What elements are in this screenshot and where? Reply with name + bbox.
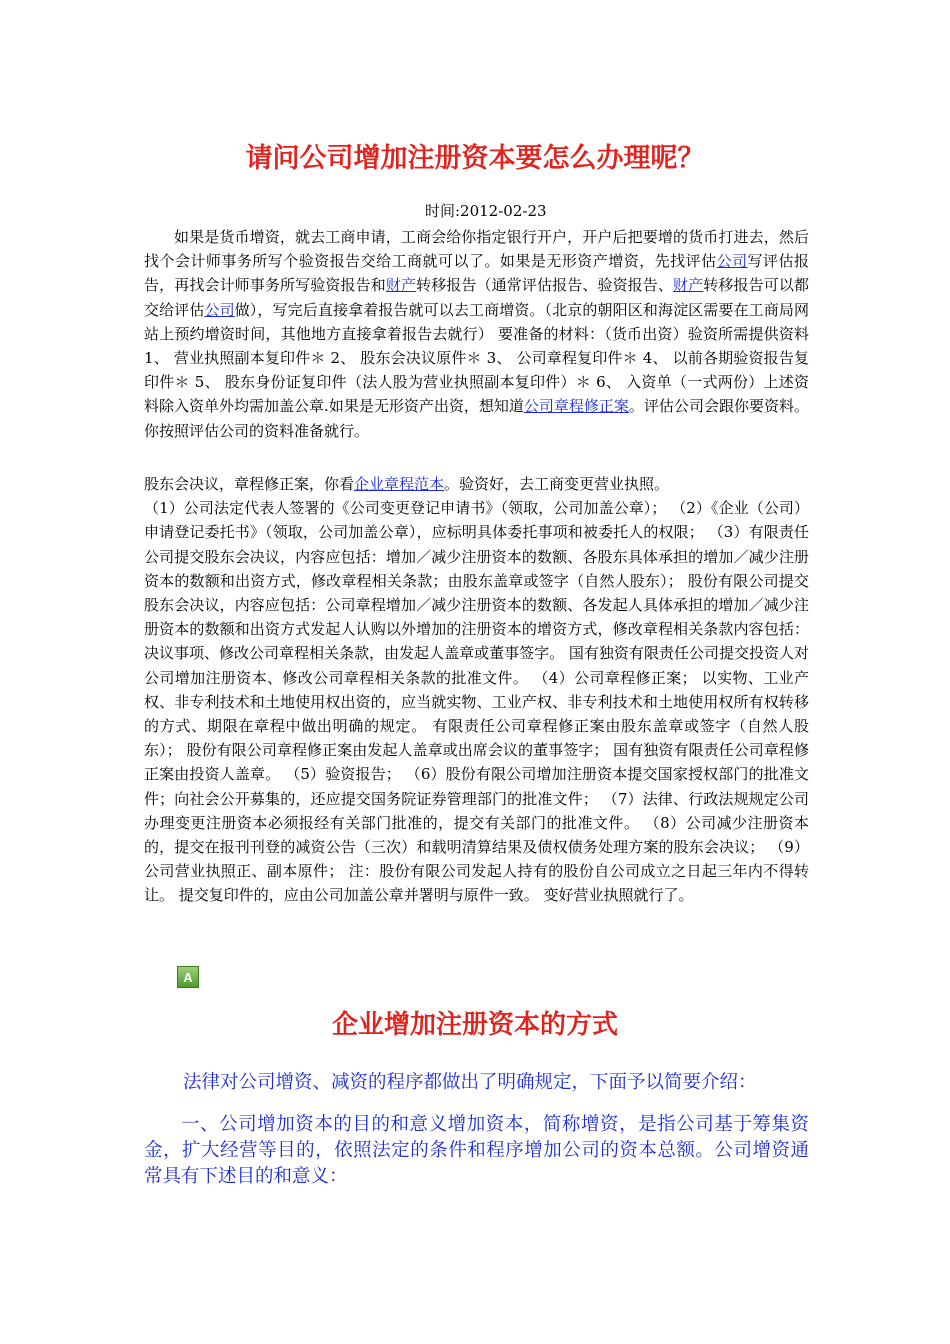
link-company-2[interactable]: 公司	[204, 300, 235, 319]
text-span: 写评估报告，再找会计师事务所写验资报告和	[144, 252, 809, 295]
paragraph-1	[144, 225, 809, 443]
link-articles-amendment[interactable]: 公司章程修正案	[523, 397, 629, 416]
text-a-icon[interactable]: A	[177, 966, 199, 988]
text-span: 转移报告可以都交给评估	[144, 276, 809, 319]
link-property-2[interactable]: 财产	[673, 276, 704, 295]
text-span: 转移报告（通常评估报告、验资报告、	[416, 276, 674, 295]
article-date: 时间:2012-02-23	[425, 202, 547, 220]
link-property[interactable]: 财产	[385, 276, 417, 295]
section-intro: 法律对公司增资、减资的程序都做出了明确规定，下面予以简要介绍：	[183, 1072, 757, 1093]
article-body-materials	[144, 472, 809, 908]
paragraph-2	[144, 472, 809, 496]
link-company[interactable]: 公司	[716, 252, 748, 271]
paragraph-3: （1）公司法定代表人签署的《公司变更登记申请书》（领取，公司加盖公章）； （2）《企业（公司）申请登记委托书》（领取，公司加盖公章），应标明具体委托事项和被委托人的权限； （3）有限责任公司提交股东会决议，内容应包括：增加／减少注册资本的数额、各股东具体承担的增加／减少注册资本的数额和出资方式，修改章程相关条款；由股东盖章或签字（自然人股东）； 股份有限公司提交股东会决议，内容应包括：公司章程增加／减少注册资本的数额、各发起人具体承担的增加／减少注册资本的数额和出资方式发起人认购以外增加的注册资本的增资方式，修改章程相关条款内容包括：决议事项、修改公司章程相关条款，由发起人盖章或董事签字。 国有独资有限责任公司提交投资人对公司增加注册资本、修改公司章程相关条款的批准文件。 （4）公司章程修正案； 以实物、工业产权、非专利技术和土地使用权出资的，应当就实物、工业产权、非专利技术和土地使用权所有权转移的方式、期限在章程中做出明确的规定。 有限责任公司章程修正案由股东盖章或签字（自然人股东）； 股份有限公司章程修正案由发起人盖章或出席会议的董事签字； 国有独资有限责任公司章程修正案由投资人盖章。 （5）验资报告； （6）股份有限公司增加注册资本提交国家授权部门的批准文件；向社会公开募集的，还应提交国务院证券管理部门的批准文件； （7）法律、行政法规规定公司办理变更注册资本必须报经有关部门批准的，提交有关部门的批准文件。 （8）公司减少注册资本的，提交在报刊刊登的减资公告（三次）和载明清算结果及债权债务处理方案的股东会决议； （9）公司营业执照正、副本原件； 注：股份有限公司发起人持有的股份自公司成立之日起三年内不得转让。 提交复印件的，应由公司加盖公章并署明与原件一致。 变好营业执照就行了。	[144, 499, 809, 905]
text-span: 如果是货币增资，就去工商申请，工商会给你指定银行开户，开户后把要增的货币打进去，然后找个会计师事务所写个验资报告交给工商就可以了。如果是无形资产增资，先找评估	[144, 228, 809, 271]
text-span: 股东会决议，章程修正案，你看	[144, 475, 355, 493]
section-title: 企业增加注册资本的方式	[331, 1010, 618, 1040]
article-title: 请问公司增加注册资本要怎么办理呢？	[245, 143, 705, 174]
link-articles-template[interactable]: 企业章程范本	[354, 475, 445, 493]
section-point-1: 一、公司增加资本的目的和意义增加资本，简称增资，是指公司基于筹集资金，扩大经营等目的，依照法定的条件和程序增加公司的资本总额。公司增资通常具有下述目的和意义：	[144, 1114, 809, 1187]
text-span: 。验资好，去工商变更营业执照。	[444, 475, 670, 493]
text-span: 做），写完后直接拿着报告就可以去工商增资。（北京的朝阳区和海淀区需要在工商局网站上预约增资时间，其他地方直接拿着报告去就行） 要准备的材料：（货币出资）验资所需提供资料 1、 营业执照副本复印件＊ 2、 股东会决议原件＊ 3、 公司章程复印件＊ 4、 以前各期验资报告复印件＊ 5、 股东身份证复印件（法人股为营业执照副本复印件）＊ 6、 入资单（一式两份）上述资料除入资单外均需加盖公章.如果是无形资产出资，想知道	[144, 300, 809, 416]
text-span: 。评估公司会跟你要资料。你按照评估公司的资料准备就行。	[144, 397, 809, 440]
article-body-intro	[144, 225, 809, 443]
